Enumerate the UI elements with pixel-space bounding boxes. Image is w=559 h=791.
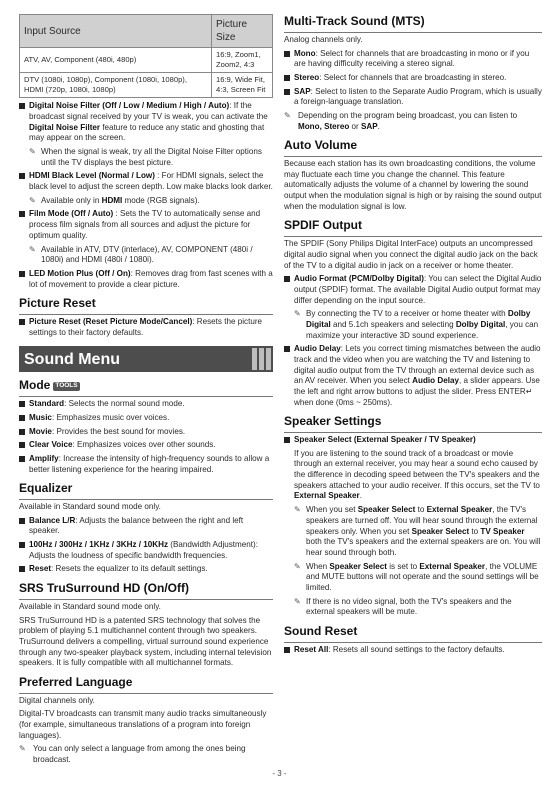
bullet-standard (19, 399, 273, 410)
bullet-text: : Provides the best sound for movies. (51, 426, 186, 436)
bullet-square-icon (19, 429, 25, 435)
bullet-music (19, 413, 273, 424)
bullet-title: SAP (294, 86, 311, 96)
bullet-text: : Resets the equalizer to its default settings. (51, 564, 208, 574)
bullet-title: Reset (29, 564, 52, 574)
bullet-text: feature to reduce any static and ghosting that may appear on the screen. (29, 122, 265, 143)
heading-multi-track-sound: Multi-Track Sound (MTS) (284, 14, 542, 33)
size-line: 4:3, Screen Fit (216, 85, 266, 95)
srs-intro: Available in Standard sound mode only. (19, 601, 161, 611)
banner-bars-decoration (250, 348, 271, 370)
bullet-text: : Adjusts the balance between the right and left speaker. (29, 515, 244, 536)
note-text: When you set (306, 505, 358, 515)
heading-auto-volume: Auto Volume (284, 138, 542, 157)
note-text: , you can maximize your interactive 3D sound experience. (306, 319, 539, 340)
right-column (284, 14, 542, 658)
note-pencil-icon: ✎ (284, 110, 291, 120)
bullet-title: Balance L/R (29, 515, 76, 525)
paragraph-text: . (359, 491, 362, 501)
sound-menu-title: Sound Menu (24, 351, 120, 369)
note-text: , the VOLUME and MUTE buttons will not operate and the sound settings will be limited. (306, 561, 539, 592)
note-emphasis: Mono, Stereo (298, 121, 350, 131)
bullet-stereo (284, 73, 542, 84)
note-film-mode (19, 245, 273, 266)
note-emphasis: SAP (360, 121, 378, 131)
bullet-square-icon (19, 401, 25, 407)
bullet-title: Movie (29, 426, 52, 436)
note-emphasis: External Speaker (426, 505, 493, 515)
note-emphasis: Speaker Select (411, 526, 470, 536)
table-cell-source: ATV, AV, Component (480i, 480p) (20, 48, 212, 73)
bullet-text: : For HDMI signals, select the black level to adjust the screen depth. Low make blacks look darker. (29, 171, 273, 192)
auto-volume-description: Because each station has its own broadcasting conditions, the volume may fluctuate each time you change the channel. This feature automatically adjusts the volume of a channel by lowering the sound output when the modulation signal is high or by raising the sound output when the modulation signal is low. (284, 159, 542, 211)
note-text: If there is no video signal, both the TV's speakers and the external speakers will be mute. (306, 596, 512, 617)
bullet-led-motion-plus (19, 269, 273, 290)
bullet-title: Mono (294, 48, 316, 58)
bullet-text: : Lets you correct timing mismatches between the audio track and the video when you are watching the TV and listening to digital audio output from the TV through an external device such as an AV receiver. When you select (294, 344, 541, 386)
note-emphasis: Speaker Select (357, 505, 416, 515)
note-text: mode (RGB signals). (122, 195, 200, 205)
size-line: 16:9, Wide Fit, (216, 75, 265, 85)
note-text: By connecting the TV to a receiver or home theater with (306, 309, 508, 319)
bullet-balance (19, 516, 273, 537)
heading-preferred-language: Preferred Language (19, 675, 273, 694)
srs-description: SRS TruSurround HD is a patented SRS technology that solves the problem of playing 5.1 multichannel content through two speakers. TruSurround delivers a compelling, virtual surround sound experience through any two-speaker playback system, including internal television speakers. It is fully compatible with all multichannel formats. (19, 615, 272, 668)
bullet-square-icon (284, 346, 290, 352)
bullet-title: Music (29, 412, 52, 422)
bullet-square-icon (19, 173, 25, 179)
note-text: Available only in (41, 195, 102, 205)
note-text: When (306, 561, 330, 571)
preferred-language-intro: Digital channels only. (19, 695, 95, 705)
bullet-title: Reset All (294, 644, 329, 654)
heading-mode (19, 378, 273, 397)
note-text: . (377, 121, 380, 131)
page-number: - 3 - (272, 769, 287, 778)
note-digital-noise-filter (19, 147, 273, 168)
table-row (20, 73, 273, 98)
bullet-title: Digital Noise Filter (Off / Low / Medium / High / Auto) (29, 101, 230, 111)
bullet-square-icon (284, 75, 290, 81)
heading-speaker-settings: Speaker Settings (284, 414, 542, 433)
bullet-square-icon (19, 319, 25, 325)
heading-srs-trusurround: SRS TruSurround HD (On/Off) (19, 581, 273, 600)
bullet-text: : If the broadcast signal received by your TV is weak, you can activate the (29, 101, 268, 122)
bullet-sap (284, 87, 542, 108)
note-text: Depending on the program being broadcast, you can listen to (298, 110, 518, 120)
note-pencil-icon: ✎ (294, 596, 301, 606)
bullet-reset-all (284, 645, 542, 656)
heading-equalizer: Equalizer (19, 481, 273, 500)
bullet-title: Standard (29, 399, 65, 409)
bullet-text: : Resets all sound settings to the factory defaults. (328, 644, 505, 654)
bullet-square-icon (284, 89, 290, 95)
heading-sound-reset: Sound Reset (284, 624, 542, 643)
left-column (19, 14, 273, 769)
note-text: and 5.1ch speakers and selecting (330, 319, 456, 329)
bullet-square-icon (19, 566, 25, 572)
bullet-square-icon (284, 647, 290, 653)
size-line: 16:9, Zoom1, (216, 50, 261, 60)
bullet-title: LED Motion Plus (Off / On) (29, 268, 131, 278)
bullet-digital-noise-filter (19, 101, 273, 144)
bullet-title: Clear Voice (29, 440, 73, 450)
note-text: is set to (387, 561, 420, 571)
note-text: to (415, 505, 427, 515)
bullet-title: Film Mode (Off / Auto) (29, 209, 114, 219)
note-emphasis: Dolby Digital (306, 309, 531, 329)
bullet-title: Audio Format (PCM/Dolby Digital) (294, 274, 424, 284)
bullet-text: (Bandwidth Adjustment): Adjusts the loudness of specific bandwidth frequencies. (29, 540, 258, 560)
bullet-audio-delay (284, 344, 542, 408)
bullet-movie (19, 427, 273, 438)
bullet-square-icon (19, 271, 25, 277)
note-text: both the TV's speakers and the external speakers are on. You will hear sound through both. (306, 537, 541, 557)
spdif-description: The SPDIF (Sony Philips Digital InterFace) outputs an uncompressed digital audio signal when you connect the digital audio jack on the back of the TV to a digital audio in jack on a receiver or home theater. (284, 239, 538, 270)
bullet-emphasis: Audio Delay (412, 376, 459, 386)
bullet-text: : Increase the intensity of high-frequency sounds to allow a better listening experience for the hearing impaired. (29, 453, 270, 474)
table-cell-picture-size (212, 48, 273, 73)
bullet-title: Amplify (29, 453, 59, 463)
bullet-square-icon (284, 276, 290, 282)
bullet-square-icon (19, 542, 25, 548)
note-pencil-icon: ✎ (29, 147, 36, 157)
table-header-picture-size: Picture Size (212, 15, 273, 48)
bullet-text: : Removes drag from fast scenes with a lot of movement to provide a clear picture. (29, 268, 273, 289)
paragraph-emphasis: External Speaker (294, 491, 360, 501)
bullet-text: : Selects the normal sound mode. (64, 399, 185, 409)
note-audio-format (284, 309, 542, 341)
bullet-text: : Resets the picture settings to their factory defaults. (29, 317, 263, 337)
bullet-title: Speaker Select (External Speaker / TV Speaker) (294, 435, 476, 445)
bullet-text: : You can select the Digital Audio output (SPDIF) format. The available Digital Audio output format may differ depending on the input source. (294, 274, 542, 305)
note-pencil-icon: ✎ (29, 244, 36, 254)
bullet-square-icon (284, 51, 290, 57)
note-pencil-icon: ✎ (294, 505, 301, 515)
bullet-title: Stereo (294, 72, 320, 82)
enter-icon: ↵ (525, 386, 533, 396)
heading-spdif-output: SPDIF Output (284, 218, 542, 237)
note-text: Available in ATV, DTV (interlace), AV, COMPONENT (480i / 1080i) and HDMI (480i / 1080i). (41, 244, 253, 265)
bullet-square-icon (284, 437, 290, 443)
preferred-language-description: Digital-TV broadcasts can transmit many audio tracks simultaneously (for example, simultaneous translations of a program into foreign languages). (19, 709, 267, 740)
note-hdmi (19, 196, 273, 207)
note-text: When the signal is weak, try all the Digital Noise Filter options until the TV displays the best picture. (41, 147, 262, 167)
note-preferred-language (19, 744, 273, 765)
bullet-picture-reset (19, 317, 273, 338)
note-pencil-icon: ✎ (19, 744, 26, 754)
bullet-text: : Emphasizes music over voices. (51, 412, 170, 422)
note-speaker-select-1 (284, 505, 542, 558)
mts-intro: Analog channels only. (284, 34, 363, 44)
bullet-square-icon (19, 518, 25, 524)
bullet-text: : Select to listen to the Separate Audio Program, which is usually a foreign-language translation. (294, 86, 542, 107)
bullet-title: 100Hz / 300Hz / 1KHz / 3KHz / 10KHz (29, 540, 168, 550)
bullet-speaker-select (284, 435, 542, 446)
note-emphasis: External Speaker (419, 561, 486, 571)
note-text: to (469, 526, 481, 536)
speaker-select-description (284, 449, 542, 502)
bullet-clear-voice (19, 440, 273, 451)
bullet-square-icon (19, 415, 25, 421)
note-text: You can only select a language from among the ones being broadcast. (33, 744, 246, 765)
paragraph-text: If you are listening to the sound track of a broadcast or movie through an external receiver, you may hear a sound echo caused by the difference in decoding speed between the TV's speakers and the speakers attached to your audio receiver. If this occurs, set the TV to (294, 448, 540, 490)
bullet-title: Audio Delay (294, 344, 341, 354)
bullet-mono (284, 49, 542, 70)
picture-size-table (19, 14, 273, 98)
note-pencil-icon: ✎ (294, 561, 301, 571)
note-pencil-icon: ✎ (29, 195, 36, 205)
table-header-row (20, 15, 273, 48)
note-mts (284, 111, 542, 132)
bullet-film-mode (19, 209, 273, 241)
note-speaker-select-2 (284, 562, 542, 594)
table-row (20, 48, 273, 73)
bullet-text: : Select for channels that are broadcasting in mono or if you are having difficulty receiving a stereo signal. (294, 48, 530, 69)
note-emphasis: Dolby Digital (455, 319, 506, 329)
tools-icon: TOOLS (55, 382, 78, 390)
bullet-text: : Emphasizes voices over other sounds. (72, 440, 216, 450)
bullet-text: when done (0ms ~ 250ms). (294, 397, 393, 407)
table-header-input-source: Input Source (20, 15, 212, 48)
bullet-square-icon (19, 442, 25, 448)
note-text: , the TV's speakers are turned off. You will hear sound through the external speakers only. When you set (306, 505, 538, 536)
note-emphasis: HDMI (101, 195, 123, 205)
bullet-amplify (19, 454, 273, 475)
bullet-title: HDMI Black Level (Normal / Low) (29, 171, 155, 181)
bullet-hdmi-black-level (19, 171, 273, 192)
note-emphasis: TV Speaker (480, 526, 525, 536)
table-cell-source: DTV (1080i, 1080p), Component (1080i, 1080p), HDMI (720p, 1080i, 1080p) (20, 73, 212, 98)
bullet-text: : Sets the TV to automatically sense and process film signals from all sources and adjust the picture for optimum quality. (29, 209, 261, 240)
size-line: Zoom2, 4:3 (216, 60, 255, 70)
bullet-square-icon (19, 103, 25, 109)
bullet-emphasis: Digital Noise Filter (29, 122, 101, 132)
bullet-title: Picture Reset (Reset Picture Mode/Cancel) (29, 317, 193, 327)
table-cell-picture-size (212, 73, 273, 98)
bullet-reset (19, 564, 273, 575)
heading-picture-reset: Picture Reset (19, 296, 273, 315)
note-pencil-icon: ✎ (294, 309, 301, 319)
bullet-bandwidth (19, 540, 273, 561)
bullet-text: : Select for channels that are broadcasting in stereo. (319, 72, 507, 82)
equalizer-intro: Available in Standard sound mode only. (19, 502, 161, 512)
bullet-text: , a slider appears. Use the left and right arrow buttons to adjust the slider. Press ENTER (294, 376, 540, 396)
bullet-square-icon (19, 211, 25, 217)
note-emphasis: Speaker Select (329, 561, 387, 571)
bullet-audio-format (284, 274, 542, 306)
note-text: or (349, 121, 361, 131)
sound-menu-banner (19, 346, 273, 372)
note-speaker-select-3 (284, 597, 542, 618)
mode-heading-text: Mode (19, 378, 51, 393)
bullet-square-icon (19, 456, 25, 462)
